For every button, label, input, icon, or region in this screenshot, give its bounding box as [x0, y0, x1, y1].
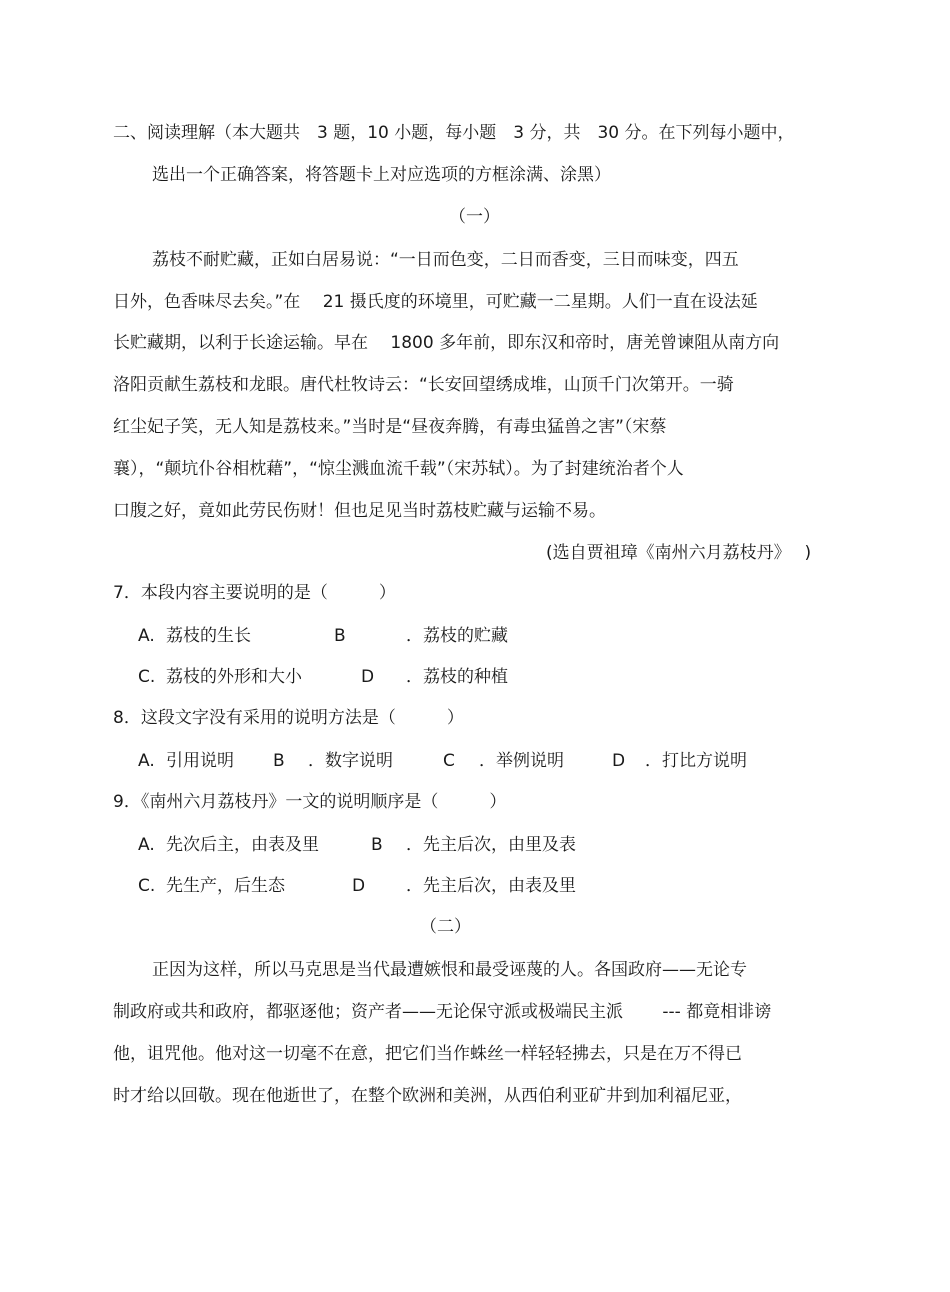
passage1-line: 长贮藏期，以利于长途运输。早在 1800 多年前，即东汉和帝时，唐羌曾谏阻从南方向 [113, 333, 780, 353]
q7-option-d-text: ．荔枝的种植 [406, 667, 508, 687]
q7-option-d-letter: D [361, 667, 375, 687]
q8-option-c-text: ．举例说明 [479, 751, 564, 771]
passage1-line: 洛阳贡献生荔枝和龙眼。唐代杜牧诗云：“长安回望绣成堆，山顶千门次第开。一骑 [113, 375, 734, 395]
question-7-stem: 7．本段内容主要说明的是（ ） [113, 583, 396, 603]
q9-option-a-text: 先次后主，由表及里 [166, 835, 319, 855]
passage1-line: 襄），“颠坑仆谷相枕藉”，“惊尘溅血流千载”（宋苏轼）。为了封建统治者个人 [113, 459, 684, 479]
passage2-line: 正因为这样，所以马克思是当代最遭嫉恨和最受诬蔑的人。各国政府——无论专 [152, 960, 747, 980]
section-heading-line2: 选出一个正确答案，将答题卡上对应选项的方框涂满、涂黑） [152, 165, 611, 185]
q9-option-b-letter: B [371, 835, 383, 855]
passage2-line: 时才给以回敬。现在他逝世了，在整个欧洲和美洲，从西伯利亚矿井到加利福尼亚， [113, 1086, 742, 1106]
passage1-line: 日外，色香味尽去矣。”在 21 摄氏度的环境里，可贮藏一二星期。人们一直在设法延 [113, 292, 758, 312]
q7-option-a-text: 荔枝的生长 [166, 626, 251, 646]
q8-option-b-letter: B [273, 751, 285, 771]
q8-option-a-letter: A. [138, 751, 155, 771]
passage1-line: 红尘妃子笑，无人知是荔枝来。”当时是“昼夜奔腾，有毒虫猛兽之害”（宋蔡 [113, 417, 667, 437]
q9-option-d-text: ．先主后次，由表及里 [406, 876, 576, 896]
section-heading-line1: 二、阅读理解（本大题共 3 题，10 小题，每小题 3 分，共 30 分。在下列每小题中， [113, 123, 795, 143]
q7-option-c-text: 荔枝的外形和大小 [166, 667, 302, 687]
q9-option-a-letter: A. [138, 835, 155, 855]
q8-option-d-text: ．打比方说明 [645, 751, 747, 771]
q9-option-c-letter: C. [138, 876, 156, 896]
passage2-line: 他，诅咒他。他对这一切毫不在意，把它们当作蛛丝一样轻轻拂去，只是在万不得已 [113, 1044, 742, 1064]
passage1-line: 口腹之好，竟如此劳民伤财！但也足见当时荔枝贮藏与运输不易。 [113, 501, 606, 521]
passage1-line: 荔枝不耐贮藏，正如白居易说：“一日而色变，二日而香变，三日而味变，四五 [152, 250, 739, 270]
q9-option-c-text: 先生产，后生态 [166, 876, 285, 896]
question-8-stem: 8．这段文字没有采用的说明方法是（ ） [113, 708, 464, 728]
q9-option-d-letter: D [352, 876, 366, 896]
passage1-label: （一） [449, 207, 500, 227]
q8-option-a-text: 引用说明 [166, 751, 234, 771]
passage2-label: （二） [420, 917, 471, 937]
q8-option-c-letter: C [443, 751, 455, 771]
passage2-line: 制政府或共和政府，都驱逐他；资产者——无论保守派或极端民主派 --- 都竟相诽谤 [113, 1002, 772, 1022]
q7-option-b-letter: B [334, 626, 346, 646]
q7-option-c-letter: C. [138, 667, 156, 687]
q9-option-b-text: ．先主后次，由里及表 [406, 835, 576, 855]
q7-option-a-letter: A. [138, 626, 155, 646]
passage1-source: (选自贾祖璋《南州六月荔枝丹》 ) [546, 543, 812, 563]
q8-option-b-text: ．数字说明 [308, 751, 393, 771]
question-9-stem: 9．《南州六月荔枝丹》一文的说明顺序是（ ） [113, 792, 507, 812]
q7-option-b-text: ．荔枝的贮藏 [406, 626, 508, 646]
q8-option-d-letter: D [612, 751, 626, 771]
